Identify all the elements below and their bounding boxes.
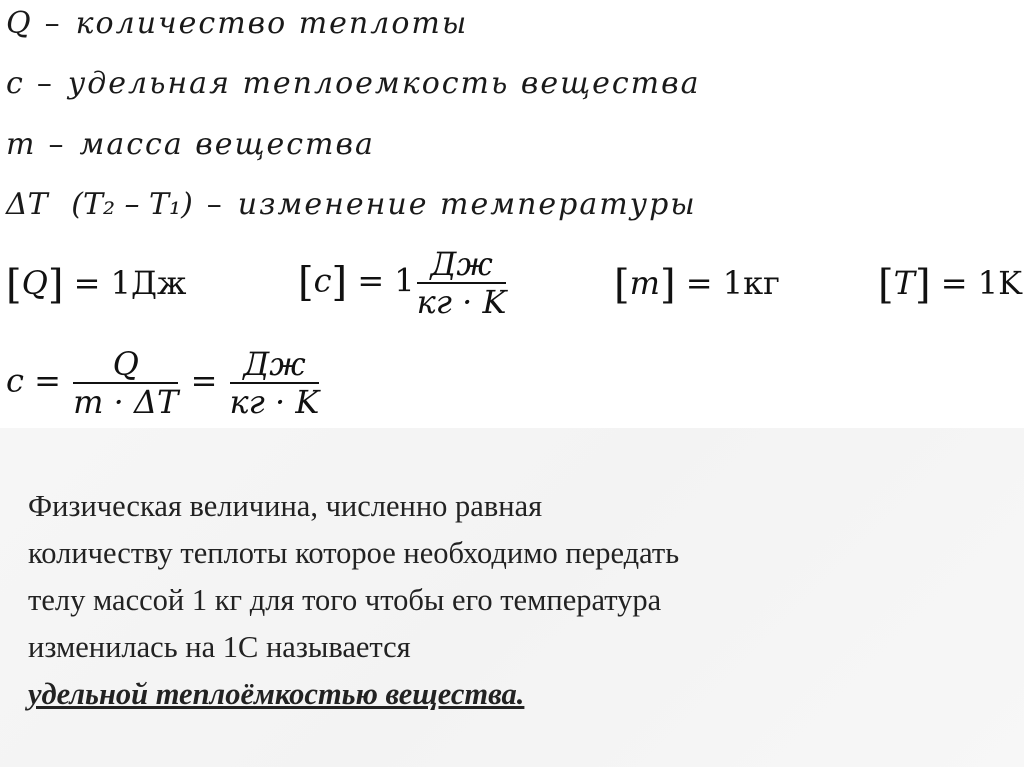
formula-lhs: c = xyxy=(6,361,61,400)
dash: – xyxy=(206,187,224,222)
fraction-denominator: кг · K xyxy=(416,283,507,321)
symbol: c xyxy=(6,66,23,101)
unit-m: [m] = 1кг xyxy=(614,262,780,308)
fraction-denominator: m · ΔT xyxy=(73,383,179,421)
unit-value: = 1K xyxy=(940,264,1022,302)
definition-label: количество теплоты xyxy=(75,6,469,41)
definition-c xyxy=(6,66,700,101)
unit-symbol: c xyxy=(313,261,332,300)
fraction-numerator: Q xyxy=(73,346,178,384)
definition-text xyxy=(28,483,988,718)
specific-heat-formula xyxy=(6,346,321,420)
definition-label: масса вещества xyxy=(79,127,375,162)
unit-fraction xyxy=(417,246,507,320)
unit-symbol: Q xyxy=(21,264,48,302)
emphasized-term: удельной теплоёмкостью вещества. xyxy=(28,677,525,711)
unit-t: [T] = 1K xyxy=(878,262,1022,308)
equals-sign: = xyxy=(190,361,218,400)
definition-label: изменение температуры xyxy=(237,187,697,222)
unit-q: [Q] = 1Дж xyxy=(6,262,187,308)
fraction-denominator: кг · K xyxy=(229,383,320,421)
dash: – xyxy=(36,66,54,101)
formula-fraction-2 xyxy=(230,346,320,420)
formula-fraction-1 xyxy=(73,346,178,420)
unit-c: [c] = 1 $\frac{Дж}{кг \cdot K}$ xyxy=(298,245,507,321)
unit-prefix: = 1 xyxy=(357,261,415,300)
dash: – xyxy=(48,127,66,162)
fraction-numerator: Дж xyxy=(417,246,507,284)
text-line: Физическая величина, численно равная xyxy=(28,489,543,523)
dash: – xyxy=(44,6,62,41)
fraction-numerator: Дж xyxy=(230,346,320,384)
definition-label: удельная теплоемкость вещества xyxy=(67,66,701,101)
temperature-difference: (T₂ – T₁) xyxy=(71,187,193,222)
symbol: Q xyxy=(6,6,31,41)
text-line: изменилась на 1С называется xyxy=(28,630,411,664)
unit-symbol: T xyxy=(893,264,915,302)
unit-symbol: m xyxy=(629,264,660,302)
definition-delta-t xyxy=(6,187,697,222)
unit-value: = 1Дж xyxy=(73,264,187,302)
text-line: телу массой 1 кг для того чтобы его температура xyxy=(28,583,662,617)
definition-m xyxy=(6,127,375,162)
unit-value: = 1кг xyxy=(685,264,780,302)
definition-q xyxy=(6,6,468,41)
symbol: m xyxy=(6,127,35,162)
symbol: ΔT xyxy=(6,187,48,222)
text-line: количеству теплоты которое необходимо передать xyxy=(28,536,680,570)
